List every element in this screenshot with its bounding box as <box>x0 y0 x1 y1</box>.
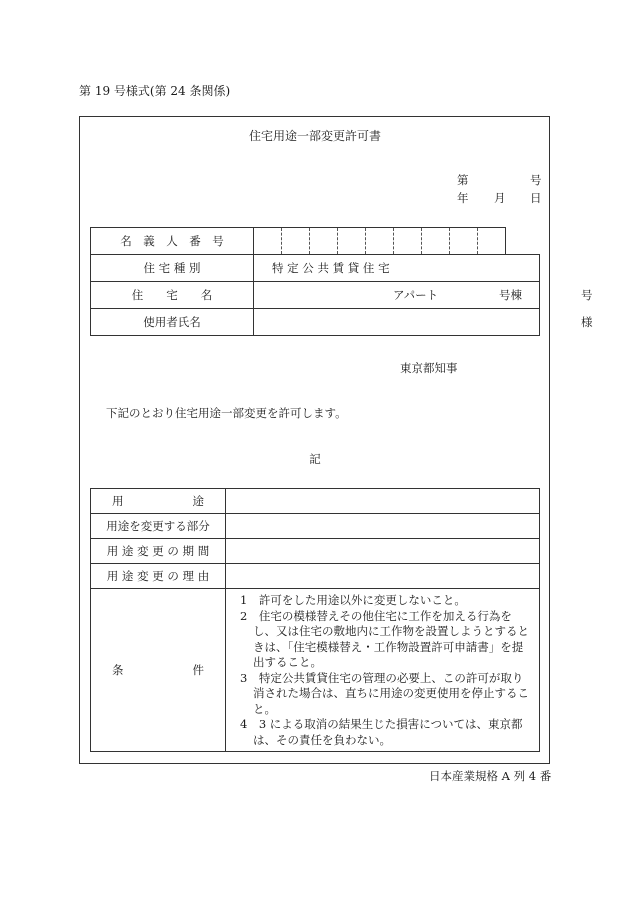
ref-year: 年 <box>457 191 469 205</box>
condition-item: 2 住宅の模様替えその他住宅に工作を加える行為をし、又は住宅の敷地内に工作物を設置しようとするときは、「住宅模様替え・工作物設置許可申請書」を提出すること。 <box>240 608 529 669</box>
form-title: 住宅用途一部変更許可書 <box>248 129 381 143</box>
id-cell[interactable] <box>338 228 366 255</box>
condition-item: 3 特定公共賃貸住宅の管理の必要上、この許可が取り消された場合は、直ちに用途の変更使用を停止すること。 <box>240 670 529 716</box>
id-cell[interactable] <box>366 228 394 255</box>
apart-label: アパート <box>393 288 439 302</box>
id-cell[interactable] <box>394 228 422 255</box>
jutakumei-field[interactable] <box>254 282 593 309</box>
bubun-field[interactable] <box>226 514 540 539</box>
footer-standard: 日本産業規格 A 列 4 番 <box>429 769 552 783</box>
joken-label: 条 件 <box>91 589 226 752</box>
riyu-label: 用 途 変 更 の 理 由 <box>91 564 226 589</box>
id-cell[interactable] <box>422 228 450 255</box>
ref-month: 月 <box>494 191 506 205</box>
conditions-cell <box>226 589 540 752</box>
riyu-field[interactable] <box>226 564 540 589</box>
id-cell[interactable] <box>478 228 506 255</box>
go-label: 号 <box>581 288 593 302</box>
shiyosha-label: 使用者氏名 <box>91 309 254 336</box>
ref-dai: 第 <box>457 173 469 187</box>
youto-field[interactable] <box>226 489 540 514</box>
id-blank <box>506 228 540 255</box>
kikan-label: 用 途 変 更 の 期 間 <box>91 539 226 564</box>
goto-label: 号棟 <box>499 288 522 302</box>
meigi-label: 名 義 人 番 号 <box>91 228 254 255</box>
jutaku-shubetsu-value: 特 定 公 共 賃 貸 住 宅 <box>254 255 540 282</box>
condition-item: 4 3 による取消の結果生じた損害については、東京都は、その責任を負わない。 <box>240 717 523 747</box>
shiyosha-field[interactable] <box>254 309 593 336</box>
ki: 記 <box>309 452 321 466</box>
change-table <box>90 488 540 752</box>
ref-day: 日 <box>530 191 542 205</box>
kikan-field[interactable] <box>226 539 540 564</box>
youto-label: 用 途 <box>91 489 226 514</box>
jutaku-shubetsu-label: 住 宅 種 別 <box>91 255 254 282</box>
form-number: 第 19 号様式(第 24 条関係) <box>79 84 231 98</box>
applicant-table <box>90 227 593 336</box>
bubun-label: 用途を変更する部分 <box>91 514 226 539</box>
jutakumei-label: 住 宅 名 <box>91 282 254 309</box>
id-cell[interactable] <box>282 228 310 255</box>
id-cell[interactable] <box>254 228 282 255</box>
id-cell[interactable] <box>310 228 338 255</box>
issuer: 東京都知事 <box>400 361 458 375</box>
id-cell[interactable] <box>450 228 478 255</box>
statement: 下記のとおり住宅用途一部変更を許可します。 <box>106 406 347 420</box>
condition-item: 1 許可をした用途以外に変更しないこと。 <box>240 593 466 607</box>
ref-go: 号 <box>530 173 542 187</box>
sama-label: 様 <box>581 315 593 329</box>
